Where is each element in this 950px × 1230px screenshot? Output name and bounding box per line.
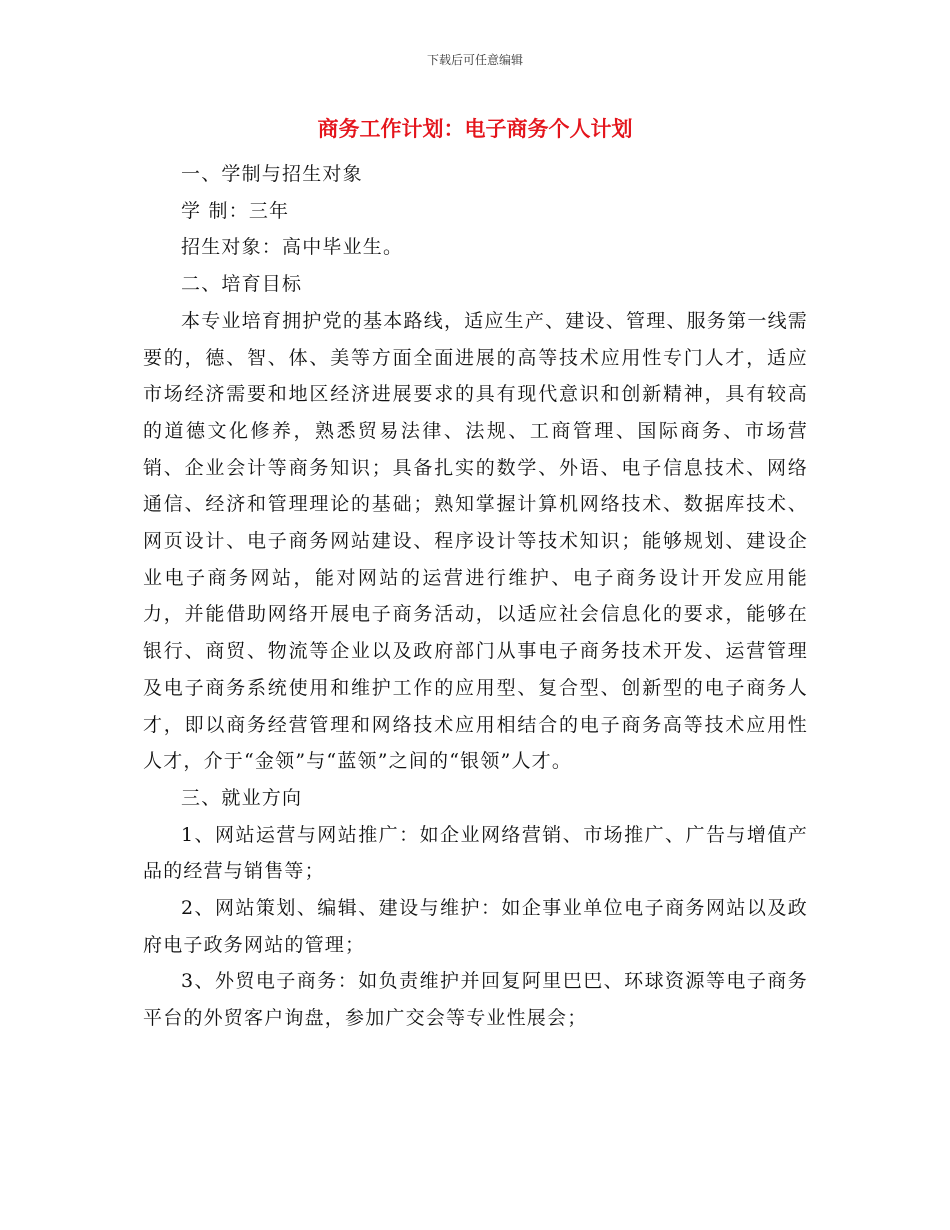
page-header-note: 下载后可任意编辑: [426, 53, 523, 67]
list-item-3: 3、外贸电子商务：如负责维护并回复阿里巴巴、环球资源等电子商务平台的外贸客户询盘，参加广交会等专业性展会；: [143, 970, 808, 1030]
list-item-2: 2、网站策划、编辑、建设与维护：如企事业单位电子商务网站以及政府电子政务网站的管理；: [143, 897, 808, 956]
section-heading-1: 一、学制与招生对象: [181, 163, 363, 185]
list-item-1: 1、网站运营与网站推广：如企业网络营销、市场推广、广告与增值产品的经营与销售等；: [143, 823, 808, 883]
paragraph-objectives: 本专业培育拥护党的基本路线，适应生产、建设、管理、服务第一线需要的，德、智、体、美等方面全面进展的高等技术应用性专门人才，适应市场经济需要和地区经济进展要求的具有现代意识和创新精神，具有较高的道德文化修养，熟悉贸易法律、法规、工商管理、国际商务、市场营销、企业会计等商务知识；具备扎实的数学、外语、电子信息技术、网络通信、经济和管理理论的基础；熟知掌握计算机网络技术、数据库技术、网页设计、电子商务网站建设、程序设计等技术知识；能够规划、建设企业电子商务网站，能对网站的运营进行维护、电子商务设计开发应用能力，并能借助网络开展电子商务活动，以适应社会信息化的要求，能够在银行、商贸、物流等企业以及政府部门从事电子商务技术开发、运营管理及电子商务系统使用和维护工作的应用型、复合型、创新型的电子商务人才，即以商务经营管理和网络技术应用相结合的电子商务高等技术应用性人才，介于“金领”与“蓝领”之间的“银领”人才。: [143, 309, 808, 773]
paragraph-duration: 学 制：三年: [181, 199, 290, 222]
paragraph-enrollment: 招生对象：高中毕业生。: [181, 236, 404, 259]
document-body: [143, 156, 808, 1037]
section-heading-2: 二、培育目标: [181, 273, 303, 296]
section-heading-3: 三、就业方向: [181, 786, 303, 809]
document-title: 商务工作计划：电子商务个人计划: [317, 117, 633, 141]
